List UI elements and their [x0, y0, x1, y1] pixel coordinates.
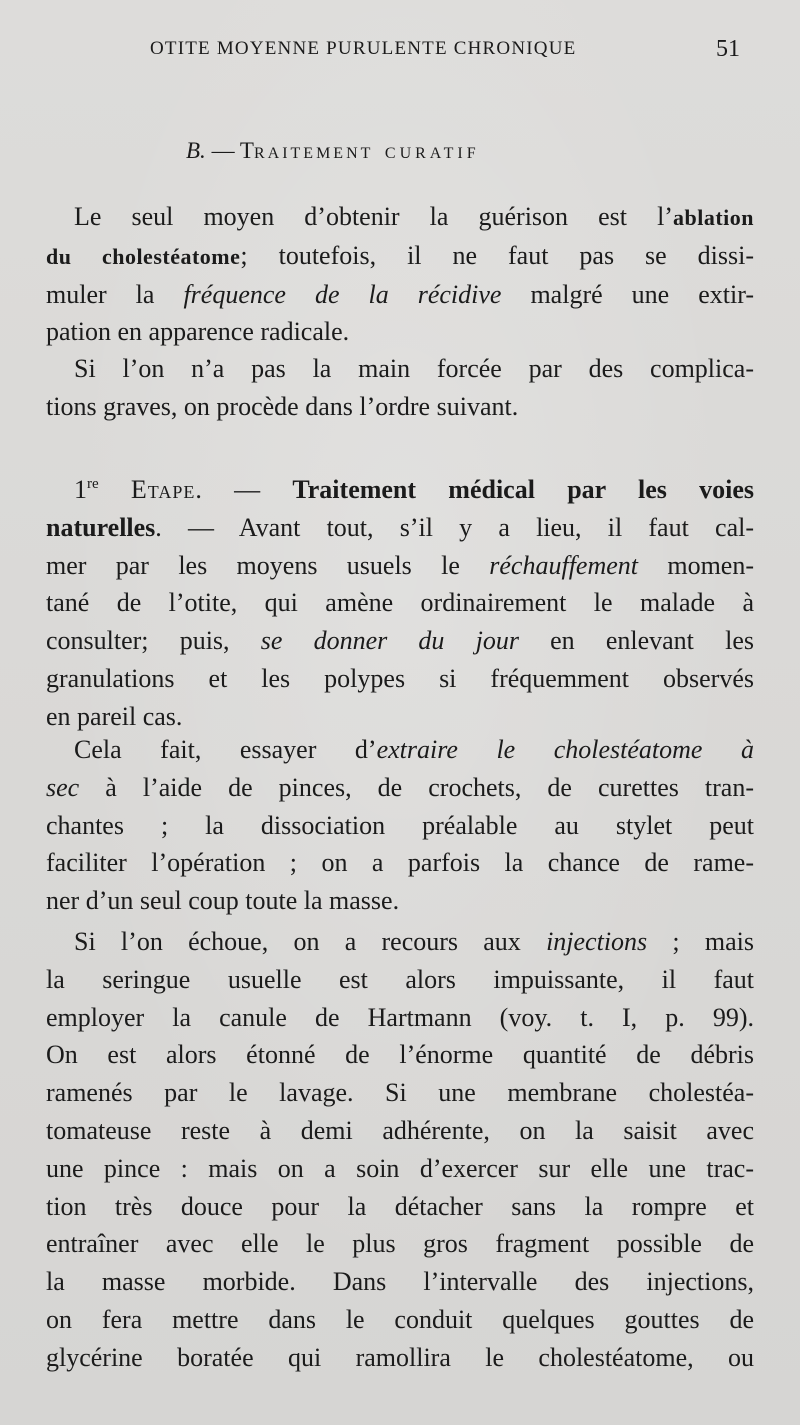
text-line: tomateuse reste à demi adhérente, on la saisit avec: [46, 1115, 754, 1145]
text-run: momen-: [638, 550, 754, 580]
text-run: ; mais: [647, 927, 754, 956]
text-run: à l’aide de pinces, de crochets, de curettes tran-: [79, 772, 754, 802]
paragraph-order: [46, 350, 754, 426]
italic-term: injections: [546, 927, 648, 956]
italic-term: extraire le cholestéatome à: [376, 735, 755, 764]
text-line: [46, 622, 754, 660]
text-line: employer la canule de Hartmann (voy. t. I, p. 99).: [46, 1002, 754, 1032]
step-number: 1: [74, 475, 87, 504]
text-line: on fera mettre dans le conduit quelques gouttes de: [46, 1304, 754, 1334]
text-line: [46, 923, 754, 961]
text-run: muler la: [46, 279, 184, 309]
bold-term: du cholestéatome: [46, 243, 241, 269]
text-line: tion très douce pour la détacher sans la rompre et: [46, 1191, 754, 1221]
paragraph-extraction: [46, 731, 754, 920]
text-line: en pareil cas.: [46, 701, 183, 731]
text-line: chantes ; la dissociation préalable au stylet peut: [46, 810, 754, 840]
paragraph-step-one: [46, 466, 754, 736]
running-title: OTITE MOYENNE PURULENTE CHRONIQUE: [150, 38, 577, 59]
text-line: la masse morbide. Dans l’intervalle des injections,: [46, 1267, 754, 1297]
text-line: granulations et les polypes si fréquemment observés: [46, 663, 754, 693]
section-heading: [186, 138, 480, 164]
text-line: [46, 731, 754, 769]
text-run: mer par les moyens usuels le: [46, 550, 490, 580]
text-line: pation en apparence radicale.: [46, 317, 350, 347]
step-ordinal: re: [87, 476, 99, 492]
text-line: [46, 466, 754, 509]
text-line: tané de l’otite, qui amène ordinairement le malade à: [46, 588, 754, 618]
text-run: malgré une extir-: [501, 279, 754, 309]
section-letter: B.: [186, 138, 206, 163]
text-line: Si l’on n’a pas la main forcée par des complica-: [74, 354, 754, 383]
section-title-rest: raitement: [253, 138, 374, 163]
text-run: Le seul moyen d’obtenir la guérison est l’: [74, 202, 673, 231]
text-line: [46, 198, 754, 237]
running-header: [0, 38, 800, 68]
text-line: la seringue usuelle est alors impuissante, il faut: [46, 964, 754, 994]
text-run: . — Avant tout, s’il y a lieu, il faut cal-: [155, 512, 754, 542]
text-run: consulter; puis,: [46, 626, 261, 656]
text-line: faciliter l’opération ; on a parfois la chance de rame-: [46, 848, 754, 878]
section-title-second: curatif: [384, 138, 480, 163]
text-line: [46, 769, 754, 807]
italic-term: sec: [46, 772, 80, 802]
step-title: Traitement médical par les voies: [292, 475, 754, 504]
step-title: naturelles: [46, 512, 156, 542]
paragraph-ablation: [46, 198, 754, 351]
text-run: en enlevant les: [518, 626, 754, 656]
text-run: ; toutefois, il ne faut pas se dissi-: [240, 240, 755, 270]
section-title-initial: T: [239, 138, 254, 163]
bold-term: ablation: [672, 205, 754, 230]
text-line: On est alors étonné de l’énorme quantité de débris: [46, 1040, 754, 1070]
page-number: 51: [716, 36, 740, 62]
text-line: ner d’un seul coup toute la masse.: [46, 886, 400, 916]
text-run: Cela fait, essayer d’: [74, 735, 377, 764]
italic-term: réchauffement: [489, 550, 638, 580]
text-run: Si l’on échoue, on a recours aux: [74, 927, 547, 956]
paragraph-injections: [46, 923, 754, 1377]
text-line: [46, 237, 754, 276]
text-line: entraîner avec elle le plus gros fragment possible de: [46, 1229, 754, 1259]
italic-term: fréquence de la récidive: [183, 279, 502, 309]
text-line: [46, 547, 754, 585]
text-line: tions graves, on procède dans l’ordre suivant.: [46, 391, 519, 421]
text-line: glycérine boratée qui ramollira le cholestéatome, ou: [46, 1342, 754, 1372]
italic-term: se donner du jour: [260, 626, 519, 656]
text-run: . —: [195, 475, 293, 504]
section-dash: —: [205, 138, 240, 163]
text-line: ramenés par le lavage. Si une membrane cholestéa-: [46, 1078, 754, 1108]
text-line: une pince : mais on a soin d’exercer sur elle une trac-: [46, 1153, 754, 1183]
text-line: [46, 276, 754, 314]
text-line: [46, 509, 754, 547]
step-label: Etape: [130, 475, 196, 504]
